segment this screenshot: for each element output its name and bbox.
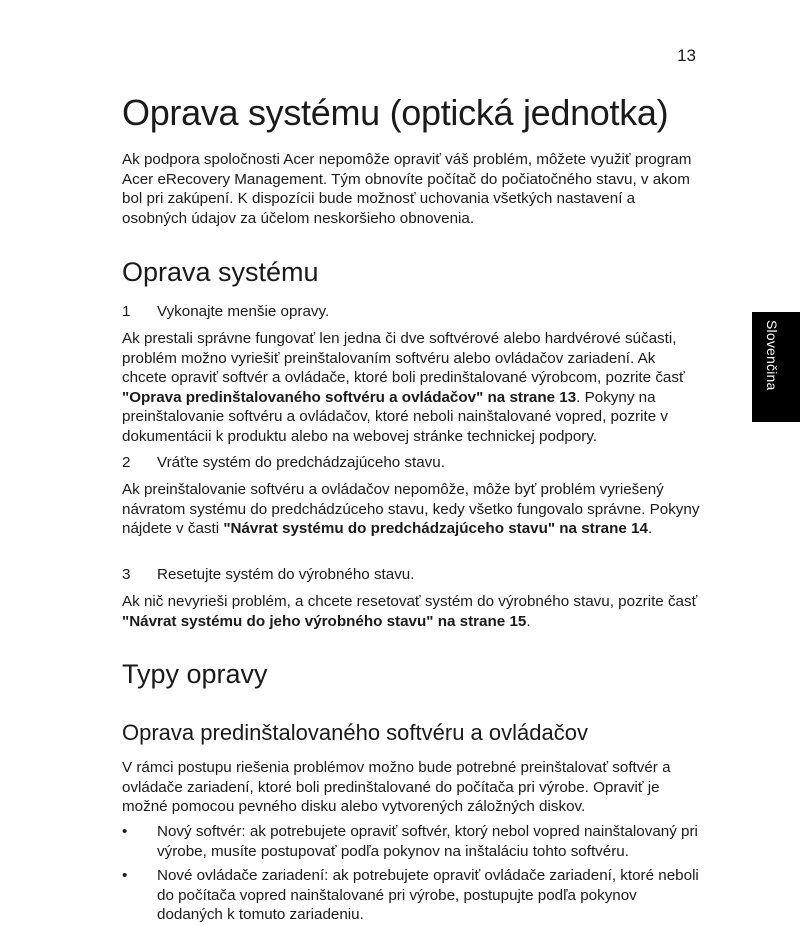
step-text: Vráťte systém do predchádzajúceho stavu. [157, 454, 445, 471]
bullet-text: Nové ovládače zariadení: ak potrebujete opraviť ovládače zariadení, ktoré neboli do počítača vopred nainštalované pri výrobe, postupujte podľa pokynov dodaných k tomuto zariadeniu. [157, 867, 699, 923]
step-number: 2 [122, 454, 131, 471]
section-heading-oprava-systemu: Oprava systému [122, 257, 319, 287]
paragraph-text: . [647, 520, 653, 537]
step-3-paragraph [122, 592, 702, 631]
language-tab-label: Slovenčina [764, 320, 780, 391]
step-text: Vykonajte menšie opravy. [157, 303, 330, 320]
language-tab [752, 312, 800, 422]
paragraph-text: Ak nič nevyrieši problém, a chcete resetovať systém do výrobného stavu, pozrite časť [122, 593, 698, 610]
page-number: 13 [677, 46, 696, 65]
step-text: Resetujte systém do výrobného stavu. [157, 566, 415, 583]
paragraph-text: Ak preinštalovanie softvéru a ovládačov nepomôže, môže byť problém vyriešený návratom systému do predchádzúceho stavu, kedy všetko fungovalo správne. Pokyny nájdete v časti [122, 481, 700, 537]
subsection-paragraph: V rámci postupu riešenia problémov možno bude potrebné preinštalovať softvér a ovládače zariadení, ktoré boli predinštalované do počítača pri výrobe. Opraviť je možné pomocou pevného disku alebo vytvorených záložných diskov. [122, 759, 671, 815]
section-heading-typy-opravy: Typy opravy [122, 659, 268, 689]
cross-reference: "Návrat systému do jeho výrobného stavu" na strane 15 [122, 612, 527, 630]
paragraph-text: . Pokyny na preinštalovanie softvéru a ovládačov, ktoré neboli nainštalované vopred, pozrite v dokumentácii k produktu alebo na webovej stránke technickej podpory. [122, 388, 668, 445]
step-number: 3 [122, 566, 131, 583]
bullet-marker: • [122, 823, 128, 840]
step-number: 1 [122, 303, 131, 320]
intro-paragraph: Ak podpora spoločnosti Acer nepomôže opraviť váš problém, môžete využiť program Acer eRecovery Management. Tým obnovíte počítač do počiatočného stavu, v akom bol pri zakúpení. K dispozícii bude možnosť uchovania všetkých nastavení a osobných údajov za účelom neskoršieho obnovenia. [122, 151, 692, 227]
subsection-heading: Oprava predinštalovaného softvéru a ovládačov [122, 720, 588, 745]
step-2-paragraph [122, 480, 702, 539]
bullet-marker: • [122, 867, 128, 884]
cross-reference: "Oprava predinštalovaného softvéru a ovládačov" na strane 13 [122, 388, 577, 406]
paragraph-text: . [526, 612, 531, 630]
paragraph-text: Ak prestali správne fungovať len jedna či dve softvérové alebo hardvérové súčasti, problém možno vyriešiť preinštalovaním softvéru alebo ovládačov zariadení. Ak chcete opraviť softvér a ovládače, ktoré boli predinštalované výrobcom, pozrite časť [122, 330, 685, 386]
page-title: Oprava systému (optická jednotka) [122, 92, 669, 133]
step-1-paragraph [122, 329, 702, 446]
cross-reference: "Návrat systému do predchádzajúceho stavu" na strane 14 [223, 520, 648, 537]
bullet-text: Nový softvér: ak potrebujete opraviť softvér, ktorý nebol vopred nainštalovaný pri výrobe, musíte postupovať podľa pokynov na inštaláciu tohto softvéru. [157, 823, 698, 860]
